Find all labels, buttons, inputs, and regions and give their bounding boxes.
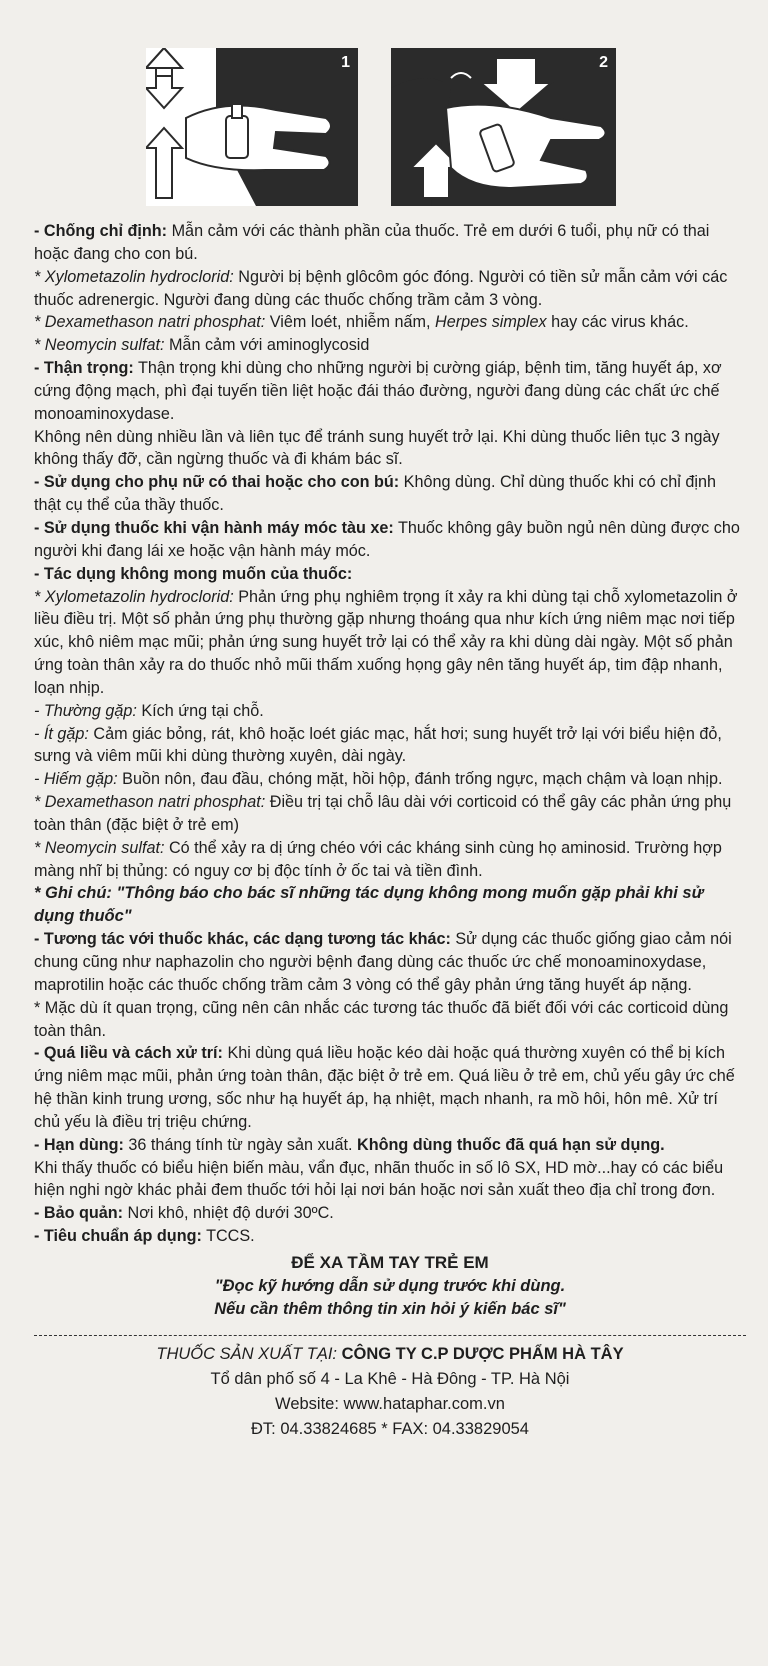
- storage-paragraph: [34, 1202, 746, 1225]
- side-effects-dexa-text: Điều trị tại chỗ lâu dài với corticoid có thể gây các phản ứng phụ toàn thân (đặc biệt ở trẻ em): [34, 793, 732, 834]
- storage-label: - Bảo quản:: [34, 1204, 124, 1223]
- contraindications-neo: [34, 334, 746, 357]
- consult-doctor-line: Nếu cần thêm thông tin xin hỏi ý kiến bác sĩ": [214, 1299, 566, 1318]
- manufacturer-address: Tổ dân phố số 4 - La Khê - Hà Đông - TP. Hà Nội: [210, 1369, 570, 1388]
- driving-text: Thuốc không gây buồn ngủ nên dùng được cho người khi đang lái xe hoặc vận hành máy móc.: [34, 518, 740, 560]
- contraindications-label: - Chống chỉ định:: [34, 222, 168, 240]
- side-effects-common-text: Kích ứng tại chỗ.: [136, 701, 264, 720]
- manufacturer-line: [34, 1342, 746, 1367]
- contraindications-paragraph: [34, 220, 746, 266]
- side-effects-heading: [34, 563, 746, 586]
- manufacturer-phone-fax: ĐT: 04.33824685 * FAX: 04.33829054: [251, 1419, 529, 1438]
- leaflet-content: [34, 220, 746, 1442]
- side-effects-uncommon: [34, 723, 746, 769]
- overdose-text: Khi dùng quá liều hoặc kéo dài hoặc quá thường xuyên có thể bị kích ứng niêm mạc mũi, phản ứng toàn thân, đặc biệt ở trẻ em. Quá liều ở trẻ em, chủ yếu gây ức chế hệ thần kinh trung ương, sốc như hạ huyết áp, hạ nhiệt, mạch nhanh, ra mồ hôi, hôn mê. Xử trí chủ yếu là điều trị triệu chứng.: [34, 1044, 735, 1131]
- pregnancy-label: - Sử dụng cho phụ nữ có thai hoặc cho con bú:: [34, 473, 400, 492]
- dashed-divider: [34, 1335, 746, 1336]
- interactions-text: Sử dụng các thuốc giống giao cảm nói chung cũng như naphazolin cho người bệnh đang dùng các thuốc ức chế monoaminoxydase, maprotilin hoặc các thuốc chống trầm cảm 3 vòng có thể gây phản ứng tăng huyết áp nặng.: [34, 930, 732, 994]
- contraindications-dexa-text: Viêm loét, nhiễm nấm,: [265, 313, 436, 332]
- storage-text: Nơi khô, nhiệt độ dưới 30ºC.: [123, 1204, 334, 1223]
- manufacturer-website: Website: www.hataphar.com.vn: [275, 1394, 505, 1413]
- hand-pump-illustration-icon: [146, 48, 358, 206]
- figure-2-number: 2: [599, 54, 608, 71]
- side-effects-dexa-label: * Dexamethason natri phosphat:: [34, 793, 266, 812]
- precautions-paragraph-2: Không nên dùng nhiều lần và liên tục để tránh sung huyết trở lại. Khi dùng thuốc liên tục 3 ngày không thấy đỡ, cần ngừng thuốc và đi khám bác sĩ.: [34, 427, 720, 469]
- manufacturer-name: CÔNG TY C.P DƯỢC PHẨM HÀ TÂY: [341, 1344, 624, 1363]
- precautions-paragraph: [34, 357, 746, 426]
- interactions-label: - Tương tác với thuốc khác, các dạng tương tác khác:: [34, 930, 451, 949]
- side-effects-common: [34, 700, 746, 723]
- interactions-paragraph: [34, 928, 746, 997]
- side-effects-uncommon-text: Cảm giác bỏng, rát, khô hoặc loét giác mạc, hắt hơi; sung huyết trở lại với biểu hiện đỏ, sưng và viêm mũi khi dùng thường xuyên, dài ngày.: [34, 724, 722, 766]
- side-effects-neo: [34, 837, 746, 883]
- side-effects-neo-label: * Neomycin sulfat:: [34, 838, 165, 857]
- contraindications-herpes: Herpes simplex: [435, 313, 547, 332]
- side-effects-uncommon-label: - Ít gặp:: [34, 724, 89, 743]
- side-effects-rare-text: Buồn nôn, đau đầu, chóng mặt, hồi hộp, đánh trống ngực, mạch chậm và loạn nhịp.: [117, 770, 723, 789]
- side-effects-common-label: - Thường gặp:: [34, 701, 137, 720]
- contraindications-neo-text: Mẫn cảm với aminoglycosid: [164, 336, 370, 355]
- manufacturer-label: THUỐC SẢN XUẤT TẠI:: [156, 1344, 337, 1363]
- side-effects-rare: [34, 768, 746, 791]
- expiry-text: 36 tháng tính từ ngày sản xuất.: [123, 1135, 358, 1154]
- contraindications-text: Mẫn cảm với các thành phần của thuốc. Trẻ em dưới 6 tuổi, phụ nữ có thai hoặc đang cho con bú.: [34, 222, 710, 263]
- side-effects-label: - Tác dụng không mong muốn của thuốc:: [34, 564, 353, 583]
- side-effects-note: * Ghi chú: "Thông báo cho bác sĩ những tác dụng không mong muốn gặp phải khi sử dụng thuốc": [34, 884, 704, 926]
- interactions-paragraph-2: * Mặc dù ít quan trọng, cũng nên cân nhắc các tương tác thuốc đã biết đối với các corticoid dùng toàn thân.: [34, 998, 729, 1040]
- contraindications-xylo: [34, 266, 746, 312]
- side-effects-xylo-text: Phản ứng phụ nghiêm trọng ít xảy ra khi dùng tại chỗ xylometazolin ở liều điều trị. Một số phản ứng phụ thường gặp nhưng thoáng qua như kích ứng niêm mạc nơi tiếp xúc, khô niêm mạc mũi; phản ứng sung huyết trở lại có thể xảy ra khi dùng dài ngày. Một số phản ứng toàn thân xảy ra do thuốc nhỏ mũi thấm xuống họng gây nên tăng huyết áp, tim đập nhanh, loạn nhịp.: [34, 587, 738, 697]
- precautions-text: Thận trọng khi dùng cho những người bị cường giáp, bệnh tim, tăng huyết áp, xơ cứng động mạch, phì đại tuyến tiền liệt hoặc đái tháo đường, người đang dùng các chất ức chế monoaminoxydase.: [34, 359, 722, 423]
- figure-2-spray-nose: [391, 48, 616, 206]
- figure-1-number: 1: [341, 54, 350, 71]
- figure-1-spray-pump: [146, 48, 358, 206]
- contraindications-dexa: [34, 311, 746, 334]
- side-effects-xylo-label: * Xylometazolin hydroclorid:: [34, 587, 234, 606]
- standard-label: - Tiêu chuẩn áp dụng:: [34, 1227, 202, 1246]
- overdose-label: - Quá liều và cách xử trí:: [34, 1044, 223, 1063]
- standard-text: TCCS.: [201, 1227, 255, 1246]
- pregnancy-text: Không dùng. Chỉ dùng thuốc khi có chỉ định thật cụ thể của thầy thuốc.: [34, 473, 716, 515]
- side-effects-rare-label: - Hiếm gặp:: [34, 770, 118, 789]
- driving-paragraph: [34, 517, 746, 563]
- hand-spray-illustration-icon: [391, 48, 616, 206]
- contraindications-dexa-text-2: hay các virus khác.: [546, 313, 689, 332]
- precautions-label: - Thận trọng:: [34, 359, 134, 378]
- expiry-label: - Hạn dùng:: [34, 1135, 124, 1154]
- read-instructions-line: "Đọc kỹ hướng dẫn sử dụng trước khi dùng.: [214, 1276, 566, 1295]
- contraindications-neo-label: * Neomycin sulfat:: [34, 336, 165, 355]
- side-effects-neo-text: Có thể xảy ra dị ứng chéo với các kháng sinh cùng họ aminosid. Trường hợp màng nhĩ bị thủng: có nguy cơ bị độc tính ở ốc tai và tiền đình.: [34, 838, 722, 880]
- contraindications-dexa-label: * Dexamethason natri phosphat:: [34, 313, 266, 332]
- standard-paragraph: [34, 1225, 746, 1248]
- expiry-warning: Không dùng thuốc đã quá hạn sử dụng.: [357, 1135, 665, 1154]
- side-effects-xylo: [34, 586, 746, 700]
- driving-label: - Sử dụng thuốc khi vận hành máy móc tàu xe:: [34, 518, 394, 537]
- overdose-paragraph: [34, 1042, 746, 1133]
- contraindications-xylo-label: * Xylometazolin hydroclorid:: [34, 267, 234, 286]
- expiry-paragraph-2: Khi thấy thuốc có biểu hiện biến màu, vẩn đục, nhãn thuốc in số lô SX, HD mờ...hay có các biểu hiện nghi ngờ khác phải đem thuốc tới hỏi lại nơi bán hoặc nơi sản xuất theo địa chỉ trong đơn.: [34, 1158, 724, 1200]
- expiry-paragraph: [34, 1134, 746, 1157]
- keep-away-title: ĐỂ XA TẦM TAY TRẺ EM: [291, 1252, 489, 1272]
- pregnancy-paragraph: [34, 471, 746, 517]
- side-effects-dexa: [34, 791, 746, 837]
- contraindications-xylo-text: Người bị bệnh glôcôm góc đóng. Người có tiền sử mẫn cảm với các thuốc adrenergic. Người đang dùng các thuốc chống trầm cảm 3 vòng.: [34, 267, 728, 309]
- instruction-figures: [146, 48, 616, 206]
